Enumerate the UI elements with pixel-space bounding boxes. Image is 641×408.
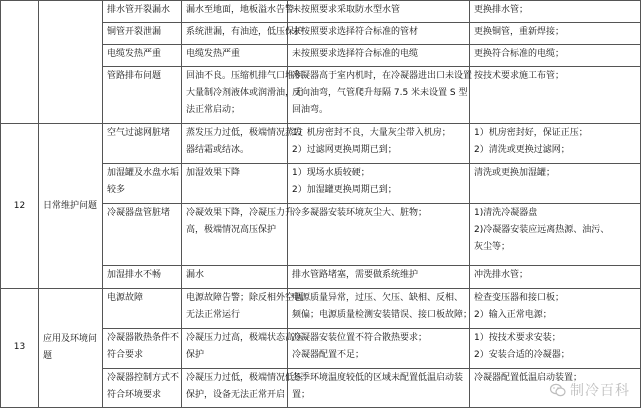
fix-cell-line: 2)冷凝器安装应远离热源、油污、 — [474, 225, 610, 236]
symptom-cell-line: 电缆发热严重 — [186, 49, 241, 60]
cause-cell-line: 反向油弯，气管爬升每隔 7.5 米未设置 S 型 — [292, 88, 468, 99]
cause-cell-line: 未按照要求采取防水型水管 — [292, 5, 401, 15]
cause-cell-line: 2）加湿罐更换周期已到； — [292, 185, 397, 196]
cause-cell-line: 电源质量异常，过压、欠压、缺相、反相、 — [292, 292, 464, 303]
symptom-cell-line: 回油不良。压缩机排气口堆积 — [186, 71, 304, 82]
fault-cell-line: 冷凝器散热条件不 — [107, 332, 180, 343]
fix-cell — [470, 1, 641, 23]
cause-cell — [288, 265, 470, 288]
group-category: 应用及环境问题 — [39, 288, 103, 407]
fix-cell — [470, 288, 641, 328]
symptom-cell-line: 保护 — [186, 349, 205, 360]
fault-cell — [103, 67, 182, 124]
symptom-cell-line: 冷凝压力过低，极端情况低压 — [186, 372, 304, 383]
fix-cell-line: 2）清洗或更换过滤网； — [474, 145, 570, 156]
fault-cell — [103, 23, 182, 45]
fix-cell-line: 按技术要求施工布管； — [474, 71, 565, 82]
cause-cell — [288, 288, 473, 328]
fix-cell-line: 1)清洗冷凝器盘 — [474, 208, 538, 219]
symptom-cell-line: 大量制冷剂液体或润滑油，无 — [186, 88, 304, 99]
watermark-text: 制冷百科 — [570, 383, 630, 399]
fault-cell — [103, 204, 182, 265]
cause-cell — [288, 164, 470, 204]
fault-cell-line: 排水管开裂漏水 — [107, 5, 171, 15]
watermark — [550, 380, 630, 400]
fault-cell — [103, 124, 182, 164]
symptom-cell — [182, 288, 304, 328]
fault-cell-line: 冷凝器盘管脏堵 — [107, 208, 171, 219]
fault-cell-line: 符合环境要求 — [107, 389, 162, 400]
symptom-cell-line: 冷凝效果下降，冷凝压力升 — [186, 208, 295, 219]
fix-cell — [470, 328, 641, 368]
fault-cell-line: 符合要求 — [107, 349, 144, 360]
symptom-cell-line: 法正常启动； — [186, 105, 241, 116]
cause-cell-line: 2）过滤网更换周期已到； — [292, 145, 397, 156]
fault-cell-line: 加湿排水不畅 — [107, 269, 162, 280]
cause-cell-line: 冷凝器安装位置不符合散热要求； — [292, 332, 428, 343]
fault-cell-line: 较多 — [107, 185, 126, 196]
symptom-cell — [182, 204, 295, 265]
symptom-cell — [182, 124, 304, 164]
symptom-cell — [182, 1, 295, 23]
symptom-cell-line: 系统泄漏，有油迹，低压保护 — [186, 27, 304, 38]
symptom-cell-line: 蒸发压力过低，极端情况蒸发 — [186, 128, 304, 139]
cause-cell — [288, 1, 470, 23]
cause-cell-line: 冷凝器高于室内机时，在冷凝器进出口未设置 — [292, 71, 473, 82]
fix-cell — [470, 164, 641, 204]
group-number: 13 — [1, 288, 39, 407]
wechat-icon — [550, 383, 566, 397]
table-row — [1, 1, 641, 23]
cause-cell — [288, 45, 470, 67]
fix-cell — [470, 204, 641, 265]
fault-cell — [103, 328, 182, 368]
symptom-cell-line: 冷凝压力过高，极端状态高压 — [186, 332, 304, 343]
cause-cell — [288, 67, 473, 124]
symptom-cell-line: 高，极端情况高压保护 — [186, 225, 277, 236]
cause-cell-line: 未按照要求选择符合标准的管材 — [292, 27, 419, 38]
fix-cell-line: 检查变压器和接口板； — [474, 292, 565, 303]
symptom-cell-line: 器结霜或结冰。 — [186, 145, 250, 156]
fault-cell — [103, 1, 182, 23]
fix-cell-line: 更换排水管； — [474, 5, 529, 15]
group-number: 12 — [1, 124, 39, 288]
fix-cell — [470, 23, 641, 45]
symptom-cell — [182, 265, 288, 288]
symptom-cell-line: 加湿效果下降 — [186, 168, 241, 179]
cause-cell-line: 1）机房密封不良，大量灰尘带入机房； — [292, 128, 451, 139]
fix-cell — [470, 265, 641, 288]
group-number-cell — [1, 1, 39, 124]
fault-cell-line: 加湿罐及水盘水垢 — [107, 168, 180, 179]
symptom-cell-line: 保护，设备无法正常开启 — [186, 389, 286, 400]
cause-cell — [288, 368, 470, 407]
group-category: 日常维护问题 — [39, 124, 103, 288]
fix-cell — [470, 124, 641, 164]
cause-cell-line: 冬季环境温度较低的区域未配置低温启动装 — [292, 372, 464, 383]
fix-cell-line: 冲洗排水管； — [474, 269, 529, 280]
fix-cell-line: 2）输入正常电源； — [474, 309, 552, 320]
symptom-cell — [182, 328, 304, 368]
fault-cell — [103, 164, 182, 204]
fix-cell — [470, 67, 641, 124]
fault-cell-line: 管路排布问题 — [107, 71, 162, 82]
fix-cell-line: 1）机房密封好，保证正压； — [474, 128, 588, 139]
cause-cell-line: 回油弯。 — [292, 105, 329, 116]
fix-cell-line: 2）安装合适的冷凝器； — [474, 349, 570, 360]
symptom-cell-line: 电源故障告警；除反相外空调 — [186, 292, 304, 303]
fault-cell-line: 冷凝器控制方式不 — [107, 372, 180, 383]
cause-cell-line: 置； — [292, 389, 311, 400]
symptom-cell — [182, 23, 304, 45]
fault-cell — [103, 45, 182, 67]
fix-cell-line: 灰尘等； — [474, 242, 511, 253]
fault-cell — [103, 288, 182, 328]
fix-cell-line: 清洗或更换加湿罐； — [474, 168, 556, 179]
cause-cell-line: 冷凝器配置不足； — [292, 349, 365, 360]
table-row — [1, 288, 641, 328]
cause-cell — [288, 204, 470, 265]
fix-cell-line: 冷凝器配置低温启动装置； — [474, 372, 583, 383]
cause-cell — [288, 124, 470, 164]
cause-cell-line: 排水管路堵塞，需要做系统维护 — [292, 269, 419, 280]
symptom-cell — [182, 67, 304, 124]
fault-cell-line: 空气过滤网脏堵 — [107, 128, 171, 139]
fault-cell — [103, 368, 182, 407]
cause-cell-line: 频偏；电源质量检测安装错误、接口板故障； — [292, 309, 473, 320]
fix-cell-line: 1）按技术要求安装； — [474, 332, 561, 343]
symptom-cell — [182, 45, 288, 67]
fault-cell-line: 电缆发热严重 — [107, 49, 162, 60]
symptom-cell-line: 漏水至地面，地板溢水告警 — [186, 5, 295, 15]
fault-cell-line: 铜管开裂泄漏 — [107, 27, 162, 38]
symptom-cell — [182, 368, 304, 407]
group-category-cell — [39, 1, 103, 124]
fix-cell-line: 更换铜管，重新焊接； — [474, 27, 565, 38]
cause-cell — [288, 328, 470, 368]
symptom-cell — [182, 164, 288, 204]
fix-cell-line: 更换符合标准的电缆； — [474, 49, 565, 60]
table-row — [1, 124, 641, 164]
fix-cell — [470, 45, 641, 67]
symptom-cell-line: 漏水 — [186, 269, 205, 280]
fault-cell-line: 电源故障 — [107, 292, 144, 303]
cause-cell-line: 未按照要求选择符合标准的电缆 — [292, 49, 419, 60]
symptom-cell-line: 无法正常运行 — [186, 309, 241, 320]
fault-cell — [103, 265, 182, 288]
cause-cell-line: 冷多凝器安装环境灰尘大、脏物； — [292, 208, 428, 219]
cause-cell-line: 1）现场水质较硬； — [292, 168, 370, 179]
cause-cell — [288, 23, 470, 45]
